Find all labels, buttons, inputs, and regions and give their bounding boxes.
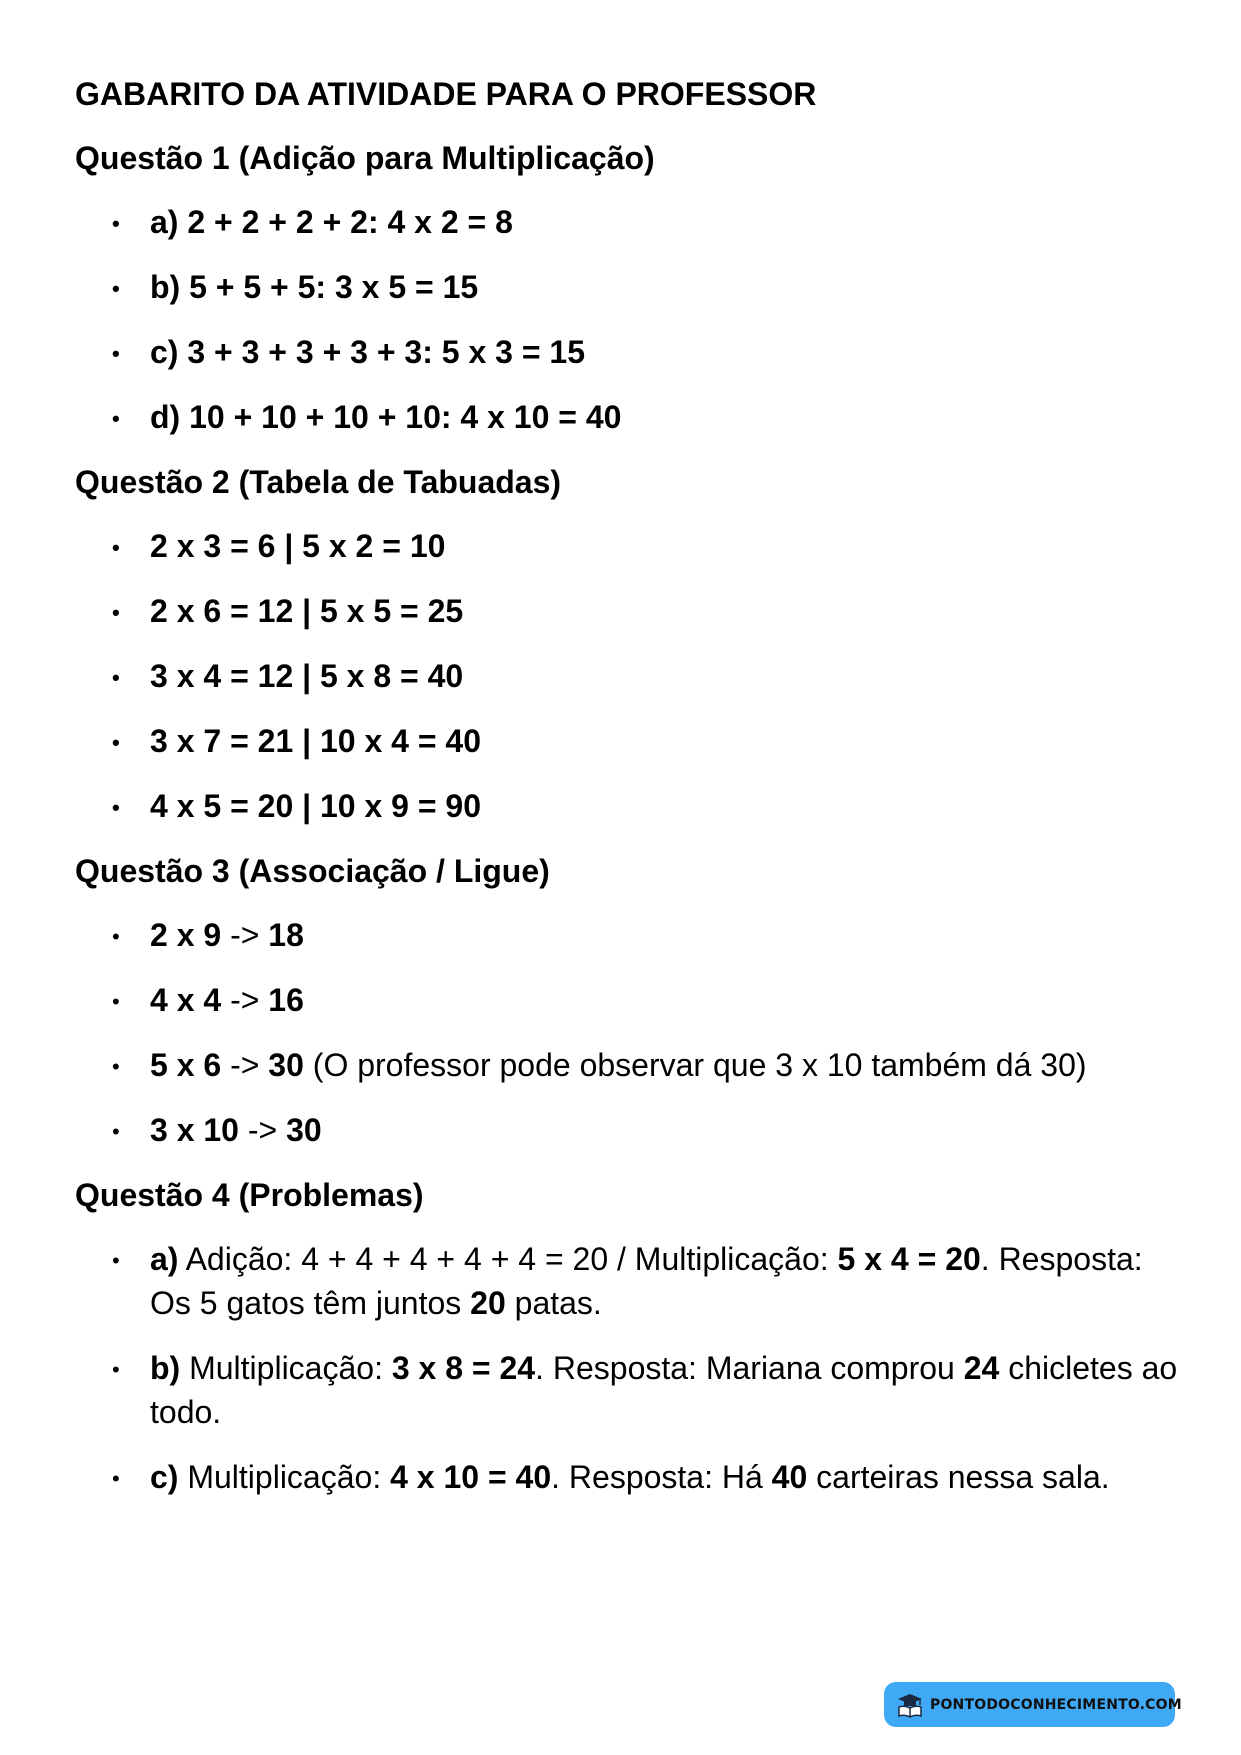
- list-item: • c) Multiplicação: 4 x 10 = 40. Resposta: Há 40 carteiras nessa sala.: [75, 1455, 1185, 1499]
- teacher-note: (O professor pode observar que 3 x 10 também dá 30): [303, 1047, 1087, 1083]
- bullet-icon: •: [112, 211, 120, 236]
- bullet-icon: •: [112, 1119, 120, 1144]
- list-item: • 4 x 4 -> 16: [75, 978, 1185, 1022]
- bullet-icon: •: [112, 989, 120, 1014]
- bullet-icon: •: [112, 924, 120, 949]
- bullet-icon: •: [112, 1054, 120, 1079]
- section-heading-questao-2: Questão 2 (Tabela de Tabuadas): [75, 464, 562, 500]
- list-item: • 4 x 5 = 20 | 10 x 9 = 90: [75, 784, 1185, 828]
- bullet-icon: •: [112, 535, 120, 560]
- list-item: • b) Multiplicação: 3 x 8 = 24. Resposta: Mariana comprou 24 chicletes ao todo.: [75, 1346, 1185, 1434]
- list-item: • c) 3 + 3 + 3 + 3 + 3: 5 x 3 = 15: [75, 330, 1185, 374]
- list-item: • 5 x 6 -> 30 (O professor pode observar que 3 x 10 também dá 30): [75, 1043, 1185, 1087]
- list-item: • 3 x 4 = 12 | 5 x 8 = 40: [75, 654, 1185, 698]
- site-name: PONTODOCONHECIMENTO.COM: [930, 1696, 1182, 1713]
- bullet-icon: •: [112, 1248, 120, 1273]
- bullet-icon: •: [112, 341, 120, 366]
- bullet-icon: •: [112, 276, 120, 301]
- section-heading-questao-3: Questão 3 (Associação / Ligue): [75, 853, 550, 889]
- questao-4-list: [75, 1237, 1185, 1499]
- list-item: • a) Adição: 4 + 4 + 4 + 4 + 4 = 20 / Multiplicação: 5 x 4 = 20. Resposta: Os 5 gatos têm juntos 20 patas.: [75, 1237, 1185, 1325]
- bullet-icon: •: [112, 730, 120, 755]
- bullet-icon: •: [112, 665, 120, 690]
- answer-key-document: [75, 72, 1185, 1520]
- bullet-icon: •: [112, 795, 120, 820]
- section-heading-questao-1: Questão 1 (Adição para Multiplicação): [75, 140, 655, 176]
- bullet-icon: •: [112, 406, 120, 431]
- bullet-icon: •: [112, 1357, 120, 1382]
- bullet-icon: •: [112, 1466, 120, 1491]
- bullet-icon: •: [112, 600, 120, 625]
- list-item: • 3 x 7 = 21 | 10 x 4 = 40: [75, 719, 1185, 763]
- list-item: • 3 x 10 -> 30: [75, 1108, 1185, 1152]
- list-item: • a) 2 + 2 + 2 + 2: 4 x 2 = 8: [75, 200, 1185, 244]
- site-badge-link[interactable]: [884, 1682, 1182, 1727]
- page-title: GABARITO DA ATIVIDADE PARA O PROFESSOR: [75, 76, 817, 112]
- list-item: • b) 5 + 5 + 5: 3 x 5 = 15: [75, 265, 1185, 309]
- list-item: • 2 x 6 = 12 | 5 x 5 = 25: [75, 589, 1185, 633]
- list-item: • d) 10 + 10 + 10 + 10: 4 x 10 = 40: [75, 395, 1185, 439]
- questao-2-list: [75, 524, 1185, 828]
- questao-1-list: [75, 200, 1185, 439]
- questao-3-list: [75, 913, 1185, 1152]
- graduation-book-icon: [896, 1691, 924, 1719]
- list-item: • 2 x 3 = 6 | 5 x 2 = 10: [75, 524, 1185, 568]
- list-item: • 2 x 9 -> 18: [75, 913, 1185, 957]
- section-heading-questao-4: Questão 4 (Problemas): [75, 1177, 424, 1213]
